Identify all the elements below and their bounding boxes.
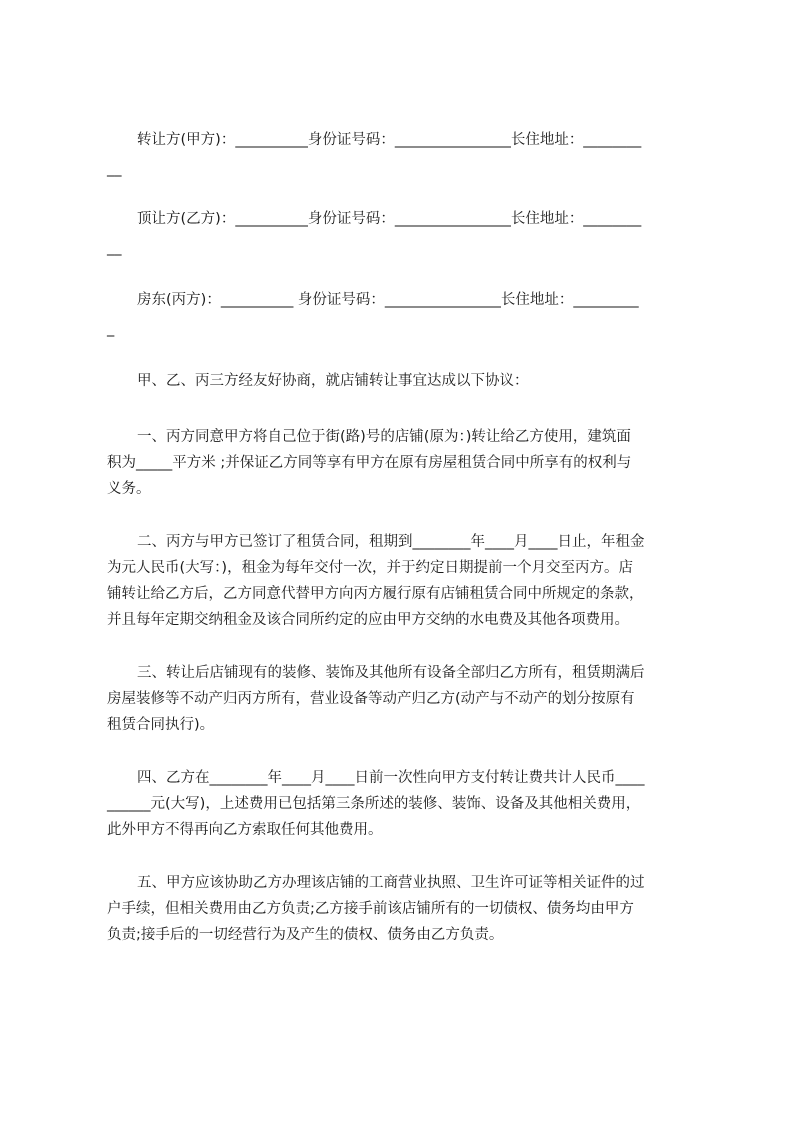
clause-4: 四、乙方在________年____月____日前一次性向甲方支付转让费共计人民币____ ______元(大写)，上述费用已包括第三条所述的装修、装饰、设备及其他相关费用， 此外甲方不得再向乙方索取任何其他费用。: [107, 770, 645, 838]
clause-5: 五、甲方应该协助乙方办理该店铺的工商营业执照、卫生许可证等相关证件的过 户手续，但相关费用由乙方负责;乙方接手前该店铺所有的一切债权、债务均由甲方 负责;接手后的一切经营行为及产生的债权、债务由乙方负责。: [107, 875, 645, 943]
party-b-info: [107, 206, 703, 261]
party-c-info: [107, 287, 703, 342]
clause-3: 三、转让后店铺现有的装修、装饰及其他所有设备全部归乙方所有，租赁期满后 房屋装修等不动产归丙方所有，营业设备等动产归乙方(动产与不动产的划分按原有 租赁合同执行)。: [107, 665, 645, 733]
intro-paragraph: 甲、乙、丙三方经友好协商，就店铺转让事宜达成以下协议：: [137, 373, 529, 389]
party-b-line-1: 顶让方(乙方)：__________身份证号码：________________长住地址：________: [137, 211, 642, 227]
party-b-line-2: __: [107, 240, 122, 256]
party-a-line-2: __: [107, 161, 122, 177]
clause-1: 一、丙方同意甲方将自己位于街(路)号的店铺(原为：)转让给乙方使用，建筑面 积为_____平方米 ;并保证乙方同等享有甲方在原有房屋租赁合同中所享有的权利与 义务。: [107, 429, 632, 497]
party-c-line-1: 房东(丙方)：__________ 身份证号码：________________长住地址：_________: [137, 292, 639, 308]
clause-2: 二、丙方与甲方已签订了租赁合同，租期到________年____月____日止，年租金 为元人民币(大写：)，租金为每年交付一次，并于约定日期提前一个月交至丙方。店 铺转让给乙方后，乙方同意代替甲方向丙方履行原有店铺租赁合同中所规定的条款， 并且每年定期交纳租金及该合同所约定的应由甲方交纳的水电费及其他各项费用。: [107, 534, 645, 628]
party-a-line-1: 转让方(甲方)：__________身份证号码：________________长住地址：________: [137, 132, 642, 148]
party-c-line-2: _: [107, 321, 115, 337]
party-a-info: [107, 127, 703, 182]
